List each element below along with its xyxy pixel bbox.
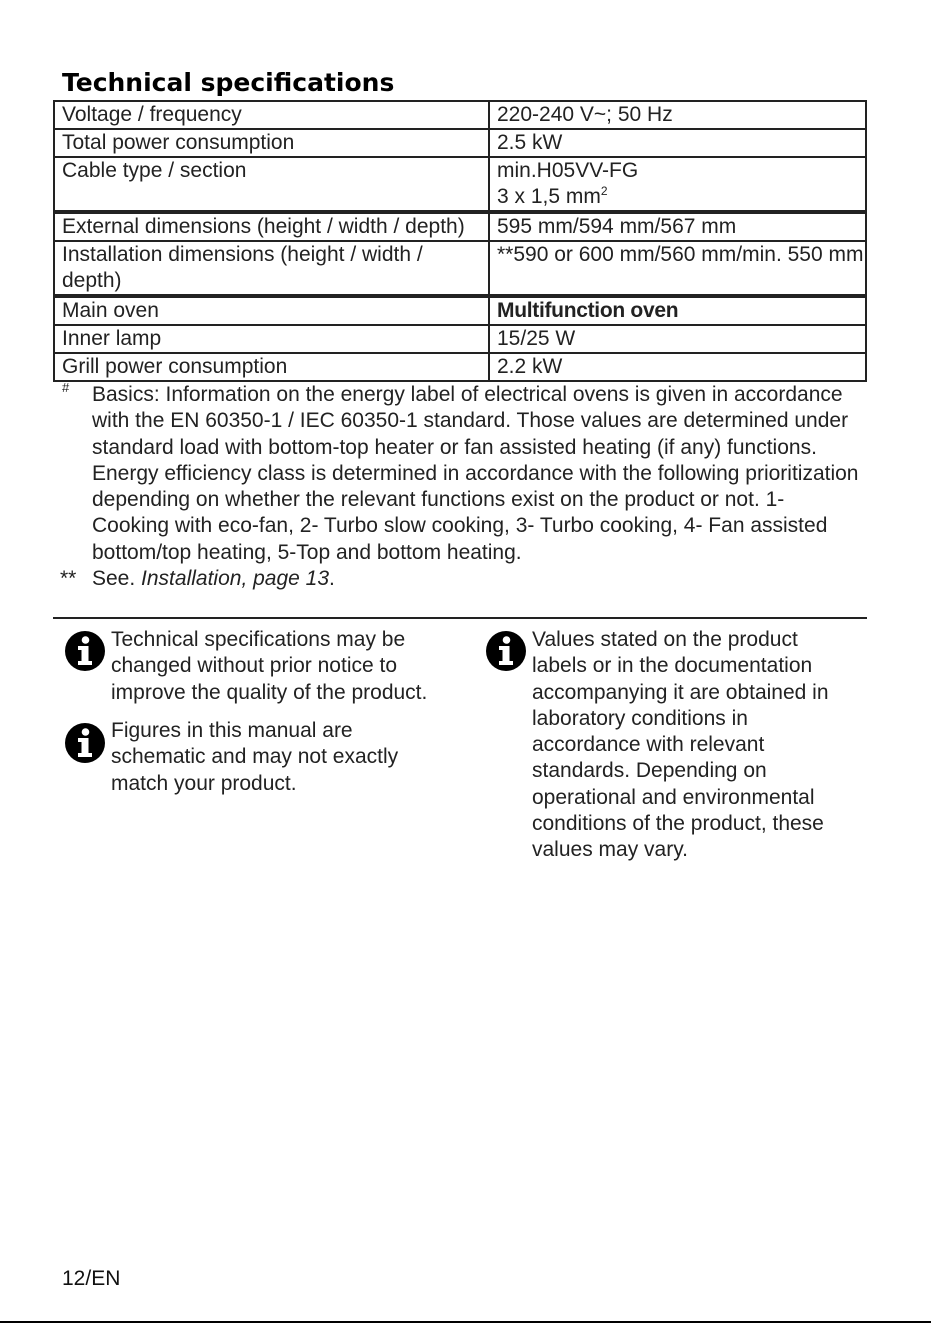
page-number: 12/EN xyxy=(62,1267,121,1290)
superscript: 2 xyxy=(600,184,608,198)
spec-label: Cable type / section xyxy=(54,157,489,212)
table-row xyxy=(54,129,866,157)
spec-label: Inner lamp xyxy=(54,325,489,353)
info-icon xyxy=(65,631,105,671)
note-text: Values stated on the product labels or in the documentation accompanying it are obtained in laboratory conditions in accordance with relevant standards. Depending on operational and environmental conditions of the product, these values may vary. xyxy=(532,628,829,862)
table-row xyxy=(54,212,866,241)
spec-label: Voltage / frequency xyxy=(54,101,489,129)
note-text: Technical specifications may be changed without prior notice to improve the quality of the product. xyxy=(111,628,428,704)
table-row xyxy=(54,101,866,129)
table-row xyxy=(54,325,866,353)
footnote-mark: # xyxy=(62,380,70,395)
footnote-mark: ** xyxy=(60,567,77,591)
spec-value: 15/25 W xyxy=(489,325,866,353)
info-icon xyxy=(486,631,526,671)
table-row xyxy=(54,296,866,325)
section-divider xyxy=(53,617,867,619)
footnote-see xyxy=(60,566,860,592)
page-title: Technical specifications xyxy=(62,68,395,97)
table-row xyxy=(54,241,866,296)
footnote-text: . xyxy=(329,567,335,591)
specs-table xyxy=(53,100,867,382)
footnote-text: Basics: Information on the energy label of electrical ovens is given in accordance with the EN 60350-1 / IEC 60350-1 standard. Those values are determined under standard load with bottom-top heater or fan assisted heating (if any) functions. xyxy=(92,383,849,459)
spec-value: 595 mm/594 mm/567 mm xyxy=(489,212,866,241)
spec-label: Main oven xyxy=(54,296,489,325)
cross-reference: Installation, page 13 xyxy=(141,567,330,591)
spec-value-text: 3 x 1,5 mm xyxy=(497,185,601,208)
spec-value xyxy=(489,157,866,212)
footnote-basics xyxy=(60,382,860,566)
spec-value: Multifunction oven xyxy=(489,296,866,325)
spec-value: 2.2 kW xyxy=(489,353,866,381)
spec-value: 220-240 V~; 50 Hz xyxy=(489,101,866,129)
spec-value-line xyxy=(497,184,865,210)
spec-value: 2.5 kW xyxy=(489,129,866,157)
table-row xyxy=(54,353,866,381)
footnote-text: See. xyxy=(92,567,142,591)
page-bottom-rule xyxy=(0,1321,931,1323)
spec-label: Total power consumption xyxy=(54,129,489,157)
note-text: Figures in this manual are schematic and may not exactly match your product. xyxy=(111,719,399,795)
table-row xyxy=(54,157,866,212)
spec-value-line: min.H05VV-FG xyxy=(497,159,639,182)
spec-value: **590 or 600 mm/560 mm/min. 550 mm xyxy=(489,241,866,296)
footnote-text: Energy efficiency class is determined in accordance with the following prioritization depending on whether the relevant functions exist on the product or not. 1-Cooking with eco-fan, 2- Turbo slow cooking, 3- Turbo cooking, 4- Fan assisted bottom/top heating, 5-Top and bottom heating. xyxy=(92,461,859,564)
spec-label: Installation dimensions (height / width / depth) xyxy=(54,241,489,296)
footnotes xyxy=(60,382,860,592)
info-icon xyxy=(65,723,105,763)
spec-label: Grill power consumption xyxy=(54,353,489,381)
spec-label: External dimensions (height / width / depth) xyxy=(54,212,489,241)
